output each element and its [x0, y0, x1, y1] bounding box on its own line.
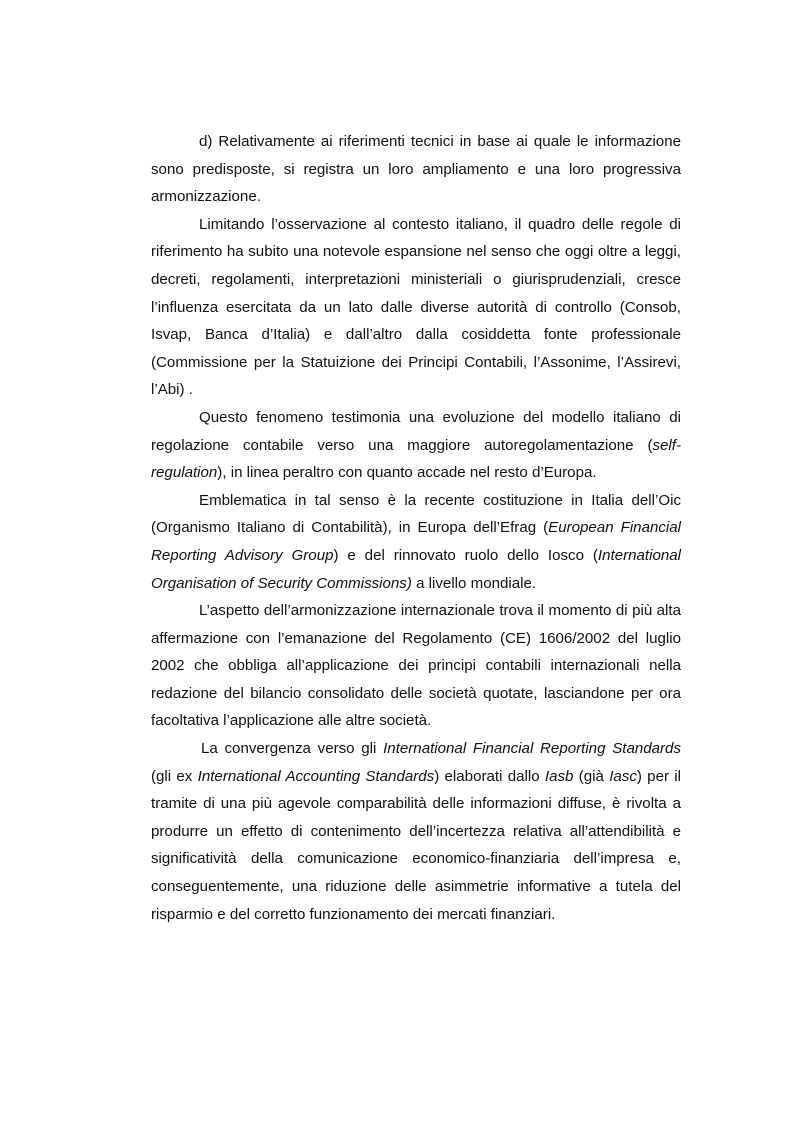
paragraph-self-regulation — [151, 404, 681, 487]
text-segment: La convergenza verso gli — [201, 740, 384, 758]
italic-term: European Financial Reporting Advisory Group — [151, 519, 681, 564]
text-segment: Questo fenomeno testimonia una evoluzione del modello italiano di regolazione contabile verso una maggiore autoregolamentazione ( — [151, 408, 681, 454]
text-segment: Emblematica in tal senso è la recente costituzione in Italia dell’Oic (Organismo Italiano di Contabilità), in Europa dell’Efrag ( — [151, 491, 681, 537]
text-segment: ), in linea peraltro con quanto accade nel resto d’Europa. — [217, 464, 597, 482]
italic-term: Iasc — [609, 767, 637, 785]
paragraph-harmonization — [151, 597, 681, 735]
italic-term: International Accounting Standards — [197, 767, 435, 785]
text-segment: Limitando l’osservazione al contesto italiano, il quadro delle regole di riferimento ha subito una notevole espansione nel senso che oggi oltre a leggi, decreti, regolamenti, interpretazioni ministeriali o giurisprudenziali, cresce l’influenza esercitata da un lato dalle diverse autorità di controllo (Consob, Isvap, Banca d’Italia) e dall’altro dalla cosiddetta fonte professionale (Commissione per la Statuizione dei Principi Contabili, l’Assonime, l’Assirevi, l’Abi) . — [151, 215, 681, 399]
text-segment: ) elaborati dallo — [434, 767, 545, 785]
text-segment: ) e del rinnovato ruolo dello Iosco ( — [333, 546, 598, 564]
paragraph-standard-setters — [151, 487, 681, 597]
document-page — [151, 128, 681, 928]
text-segment: d) Relativamente ai riferimenti tecnici in base ai quale le informazione sono predisposte, si registra un loro ampliamento e una loro progressiva armonizzazione. — [151, 133, 681, 206]
italic-term: International Organisation of Security Commissions) — [151, 546, 681, 592]
paragraph-technical-references — [151, 128, 681, 211]
text-segment: (già — [573, 767, 610, 785]
paragraph-ifrs-convergence — [151, 735, 681, 928]
italic-term: International Financial Reporting Standards — [383, 740, 681, 758]
text-segment: (gli ex — [151, 767, 198, 785]
text-segment: a livello mondiale. — [411, 574, 537, 592]
text-segment: L’aspetto dell’armonizzazione internazionale trova il momento di più alta affermazione con l’emanazione del Regolamento (CE) 1606/2002 del luglio 2002 che obbliga all’applicazione dei principi contabili internazionali nella redazione del bilancio consolidato delle società quotate, lasciandone per ora facoltativa l’applicazione alle altre società. — [151, 602, 681, 730]
text-segment: ) per il tramite di una più agevole comparabilità delle informazioni diffuse, è rivolta a produrre un effetto di contenimento dell’incertezza relativa all’attendibilità e significatività della comunicazione economico-finanziaria dell’impresa e, conseguentemente, una riduzione delle asimmetrie informative a tutela del risparmio e del corretto funzionamento dei mercati finanziari. — [151, 767, 681, 923]
italic-term: Iasb — [544, 767, 574, 785]
italic-term: self-regulation — [151, 436, 681, 482]
paragraph-italian-context — [151, 211, 681, 404]
